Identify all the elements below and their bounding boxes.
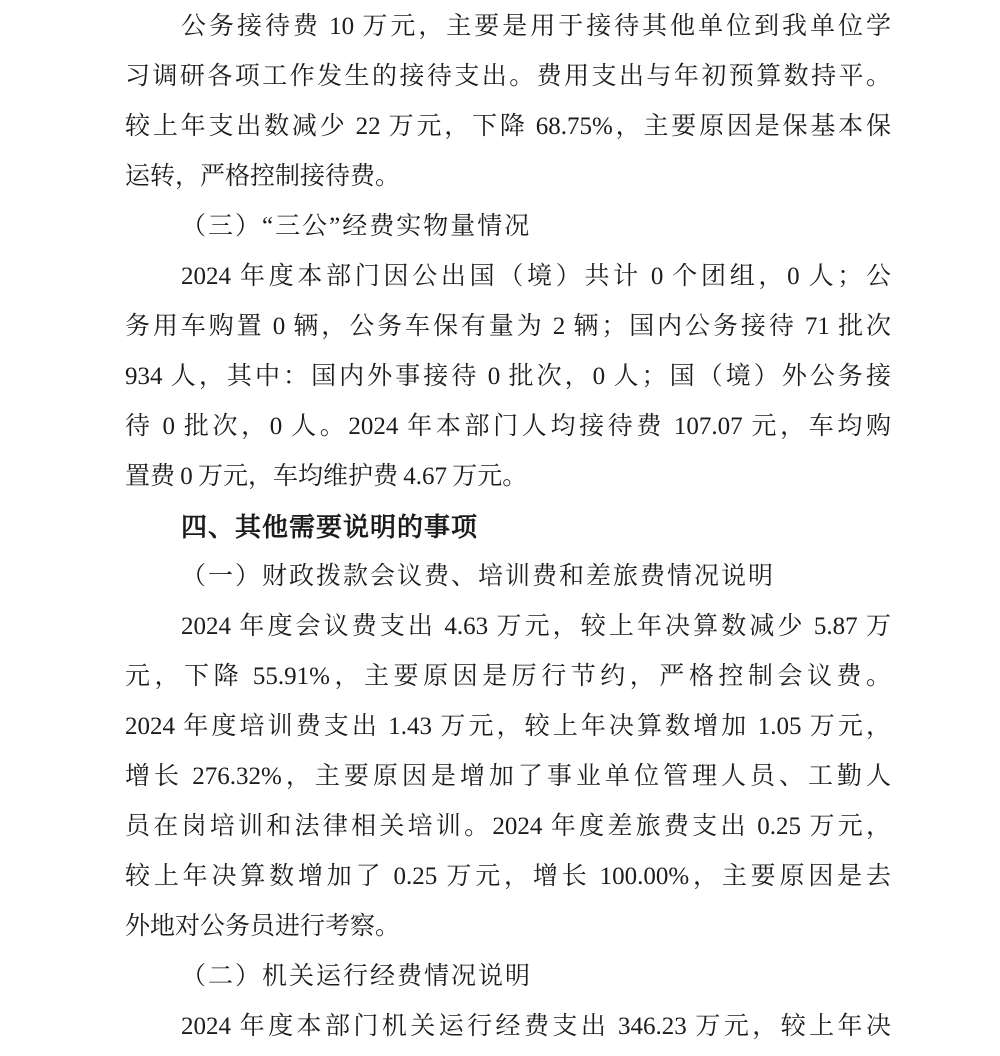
body-line: 待 0 批次，0 人。2024 年本部门人均接待费 107.07 元，车均购 [125, 413, 891, 440]
section-heading-4: 四、其他需要说明的事项 [181, 512, 479, 542]
body-line: 934 人，其中：国内外事接待 0 批次，0 人；国（境）外公务接 [125, 363, 891, 390]
body-line: 置费 0 万元，车均维护费 4.67 万元。 [125, 463, 528, 490]
subsection-heading-2: （二）机关运行经费情况说明 [181, 963, 533, 990]
body-line: 员在岗培训和法律相关培训。2024 年度差旅费支出 0.25 万元， [125, 813, 891, 840]
body-line: 务用车购置 0 辆，公务车保有量为 2 辆；国内公务接待 71 批次 [125, 313, 891, 340]
body-line: 元，下降 55.91%，主要原因是厉行节约，严格控制会议费。 [125, 663, 891, 690]
body-line: 2024 年度本部门机关运行经费支出 346.23 万元，较上年决 [181, 1013, 891, 1040]
body-line: 2024 年度培训费支出 1.43 万元，较上年决算数增加 1.05 万元， [125, 713, 891, 740]
body-line: 较上年决算数增加了 0.25 万元，增长 100.00%，主要原因是去 [125, 863, 891, 890]
body-line: 2024 年度会议费支出 4.63 万元，较上年决算数减少 5.87 万 [181, 613, 891, 640]
body-line: 2024 年度本部门因公出国（境）共计 0 个团组，0 人；公 [181, 263, 891, 290]
body-line: 较上年支出数减少 22 万元，下降 68.75%，主要原因是保基本保 [125, 113, 891, 140]
subsection-heading-1: （一）财政拨款会议费、培训费和差旅费情况说明 [181, 563, 776, 590]
body-line: 运转，严格控制接待费。 [125, 163, 401, 190]
body-line: 增长 276.32%，主要原因是增加了事业单位管理人员、工勤人 [125, 763, 891, 790]
body-line: 外地对公务员进行考察。 [125, 913, 401, 940]
document-text-block [125, 2, 891, 1052]
body-line: 习调研各项工作发生的接待支出。费用支出与年初预算数持平。 [125, 63, 891, 90]
body-line: 公务接待费 10 万元，主要是用于接待其他单位到我单位学 [181, 13, 891, 40]
subsection-heading-3: （三）“三公”经费实物量情况 [181, 213, 532, 240]
